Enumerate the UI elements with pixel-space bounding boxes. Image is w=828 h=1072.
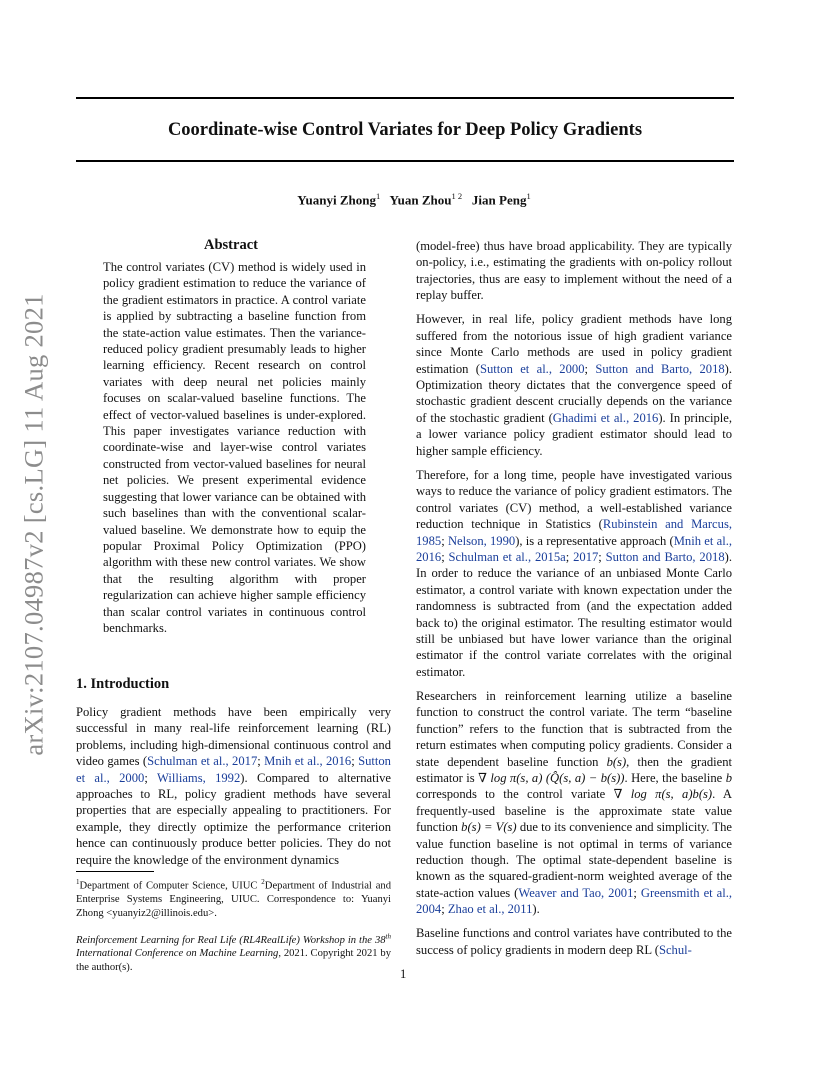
citation-link[interactable]: Williams, 1992 (156, 770, 241, 785)
body-paragraph: Therefore, for a long time, people have investigated various ways to reduce the variance of policy gradient estimators. The control variates (CV) method, a well-established variance reduction technique in Statistics (Rubinstein and Marcus, 1985; Nelson, 1990), is a representative approach (Mnih et al., 2016; Schulman et al., 2015a; 2017; Sutton and Barto, 2018). In order to reduce the variance of an unbiased Monte Carlo estimator, a control variate with known expectation under the randomness is subtracted from (and the expectation added back to) the original estimator. The resulting estimator would still be unbiased but have lower variance than the original estimator if the control variate correlates with the original estimator. (416, 467, 732, 679)
citation-link[interactable]: Sutton and Barto, 2018 (595, 361, 725, 376)
citation-link[interactable]: Rubinstein and Marcus, 1985 (416, 517, 732, 548)
paper-title: Coordinate-wise Control Variates for Deep Policy Gradients (167, 120, 643, 140)
citation-link[interactable]: Mnih et al., 2016 (416, 533, 732, 564)
citation-link[interactable]: Ghadimi et al., 2016 (552, 410, 659, 425)
title-bottom-rule (76, 160, 734, 162)
arxiv-identifier: arXiv:2107.04987v2 [cs.LG] 11 Aug 2021 (18, 292, 49, 756)
citation-link[interactable]: Nelson, 1990 (447, 533, 516, 548)
section-heading: 1. Introduction (76, 676, 170, 692)
intro-paragraph: Policy gradient methods have been empirically very successful in many real-life reinforcement learning (RL) problems, including high-dimensional continuous control and video games (Schulman et al., 2017; Mnih et al., 2016; Sutton et al., 2000; Williams, 1992). Compared to alternative approaches to RL, policy gradient methods have several properties that are especially appealing to practitioners. For example, they directly optimize the performance criterion hence can continuously produce better policies. They do not require the knowledge of the environment dynamics (76, 705, 392, 867)
math-expression: ∇ log π(s, a)b(s) (613, 787, 713, 802)
body-paragraph: (model-free) thus have broad applicability. They are typically on-policy, i.e., estimating the gradients with on-policy rollout trajectories, thus are easy to implement without the need of a replay buffer. (416, 239, 732, 303)
abstract-heading: Abstract (204, 237, 258, 253)
math-expression: b(s) (606, 754, 627, 769)
page-number: 1 (400, 967, 407, 981)
citation-link[interactable]: Schulman et al., 2017 (147, 754, 258, 769)
author-name: Jian Peng (471, 192, 527, 208)
footnote-rule (76, 871, 154, 872)
abstract-text: The control variates (CV) method is widely used in policy gradient estimation to reduce the variance of the gradient estimators in practice. A control variate is applied by subtracting a baseline function from the state-action value estimates. Then the variance-reduced policy gradient presumably leads to higher learning efficiency. Recent research on control variates with deep neural net policies mainly focuses on scalar-valued baseline functions. The effect of vector-valued baselines is under-explored. This paper investigates variance reduction with coordinate-wise and layer-wise control variates constructed from vector-valued baselines for neural net policies. We present experimental evidence suggesting that lower variance can be obtained with such baselines than with the conventional scalar-valued baseline. We demonstrate how to equip the popular Proximal Policy Optimization (PPO) algorithm with these new control variates. We show that the resulting algorithm with proper regularization can achieve higher sample efficiency than scalar control variates in continuous control benchmarks. (103, 260, 366, 635)
author-name: Yuanyi Zhong (297, 192, 376, 208)
right-column (416, 238, 732, 958)
citation-link[interactable]: Mnih et al., 2016 (264, 754, 352, 769)
affiliation-footnote: $^1$Department of Computer Science, UIUC $^2$Department of Industrial and Enterprise Systems Engineering, UIUC. Correspondence to: Yuanyi Zhong <yuanyiz2@illinois.edu>. (76, 878, 391, 919)
citation-link[interactable]: Greensmith et al., 2004 (416, 885, 733, 917)
author-affiliation: 1 (375, 191, 381, 201)
citation-link[interactable]: Sutton and Barto, 2018 (605, 549, 725, 564)
math-expression: ∇ log π(s, a) (Q̂(s, a) − b(s)) (478, 770, 625, 785)
title-top-rule (76, 97, 734, 99)
body-paragraph: Baseline functions and control variates have contributed to the success of policy gradients in modern deep RL (Schul- (416, 926, 732, 957)
citation-link[interactable]: Schulman et al., 2015a (448, 549, 566, 564)
citation-link[interactable]: Weaver and Tao, 2001 (518, 885, 634, 900)
citation-link[interactable]: Sutton et al., 2000 (479, 361, 585, 376)
citation-link[interactable]: Schul- (658, 942, 692, 957)
abstract-body (103, 259, 366, 636)
author-list (0, 191, 828, 208)
math-expression: b(s) = V(s) (461, 820, 517, 835)
math-expression: b (725, 770, 732, 785)
author-name: Yuan Zhou (389, 192, 452, 208)
workshop-note: Reinforcement Learning for Real Life (RL4RealLife) Workshop in the 38th International Conference on Machine Learning, 2021. Copyright 2021 by the author(s). (76, 932, 391, 973)
body-paragraph: However, in real life, policy gradient methods have long suffered from the notorious issue of high gradient variance since Monte Carlo methods are used in policy gradient estimation (Sutton et al., 2000; Sutton and Barto, 2018). Optimization theory dictates that the convergence speed of stochastic gradient descent crucially depends on the variance of the stochastic gradient (Ghadimi et al., 2016). In principle, a lower variance policy gradient estimator should lead to higher sample efficiency. (416, 312, 733, 458)
author-affiliation: 1 2 (451, 191, 463, 201)
citation-link[interactable]: Sutton et al., 2000 (76, 754, 391, 785)
body-paragraph: Researchers in reinforcement learning utilize a baseline function to construct the control variate. The term “baseline function” refers to the function that is subtracted from the return estimates when computing policy gradients. Consider a state dependent baseline function b(s), then the gradient estimator is ∇ log π(s, a) (Q̂(s, a) − b(s)). Here, the baseline b corresponds to the control variate ∇ log π(s, a)b(s). A frequently-used baseline is the approximate state value function b(s) = V(s) due to its convenience and simplicity. The value function baseline is not optimal in terms of variance reduction though. The optimal state-dependent baseline is known as the squared-gradient-norm weighted average of the state-action values (Weaver and Tao, 2001; Greensmith et al., 2004; Zhao et al., 2011). (416, 688, 733, 917)
citation-link[interactable]: 2017 (573, 549, 599, 564)
intro-column-left (76, 704, 391, 868)
author-affiliation: 1 (526, 191, 531, 201)
arxiv-watermark (10, 288, 58, 760)
citation-link[interactable]: Zhao et al., 2011 (447, 902, 533, 917)
